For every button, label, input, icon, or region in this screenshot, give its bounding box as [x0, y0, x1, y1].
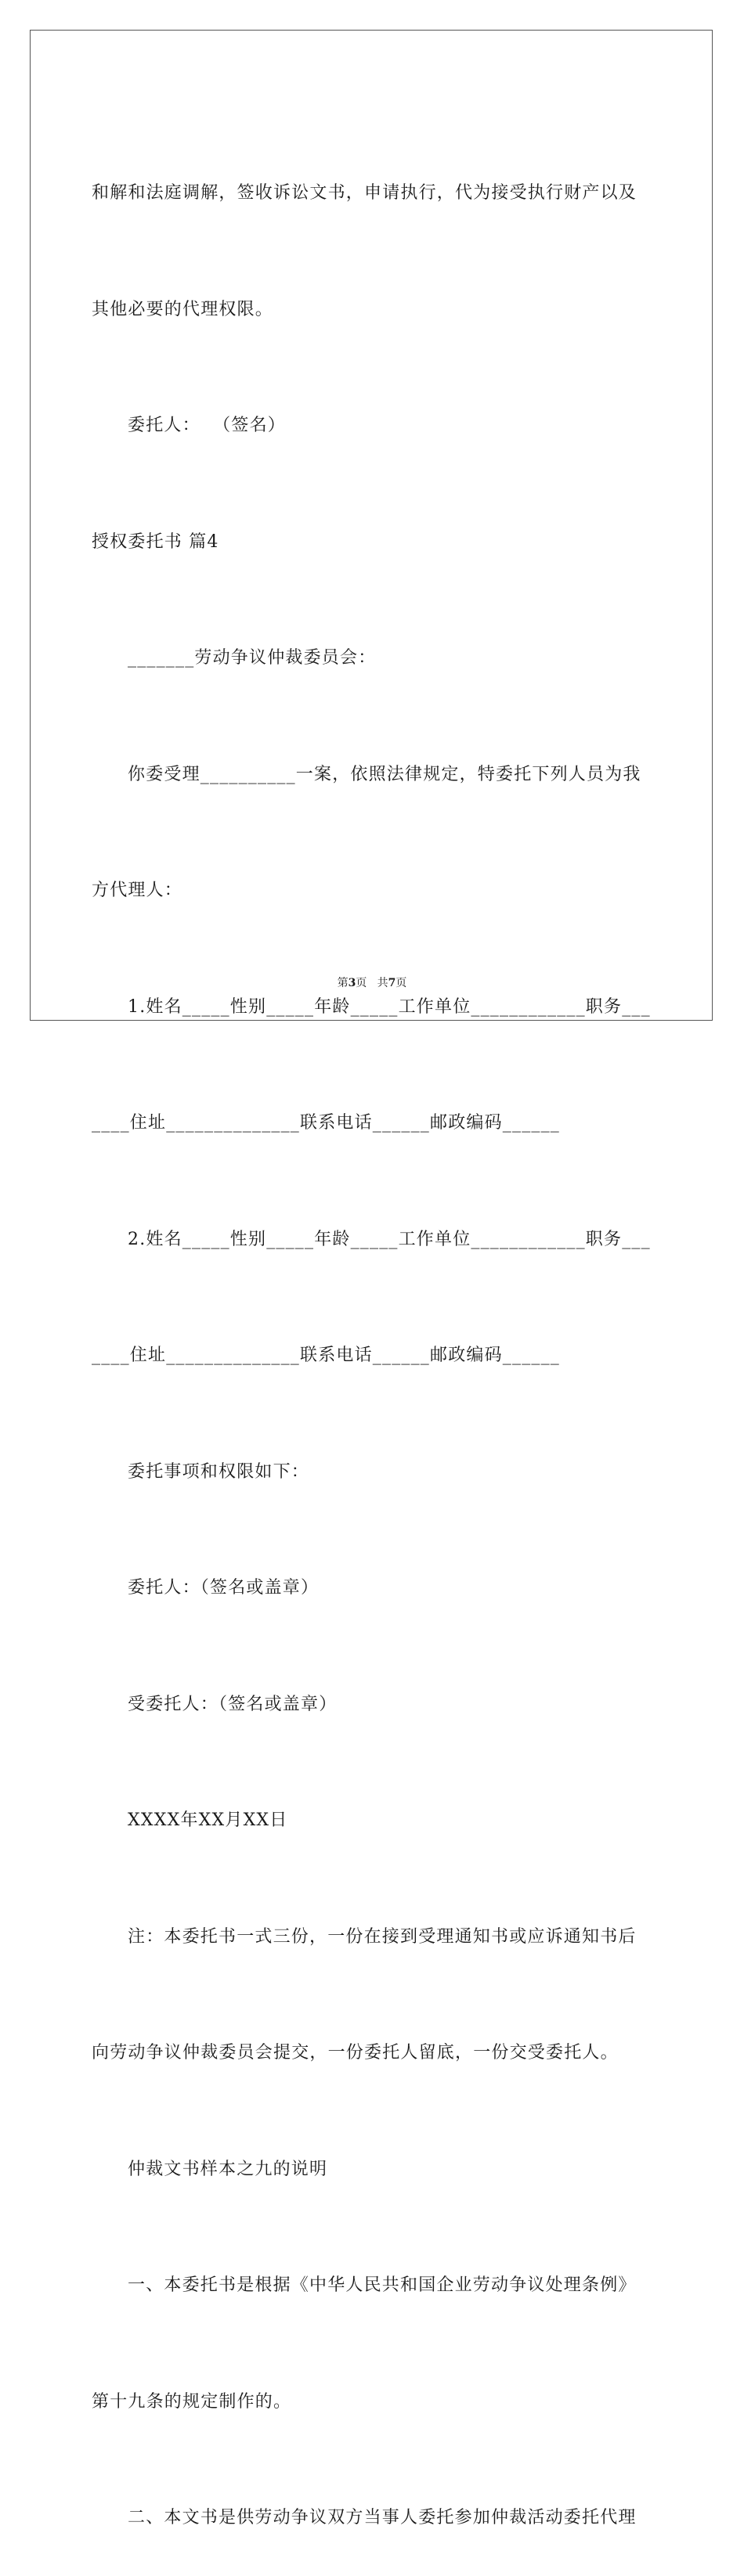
footer-prefix: 第 — [337, 977, 349, 989]
text-line: 注：本委托书一式三份，一份在接到受理通知书或应诉通知书后 — [128, 1926, 637, 1947]
text-line: 二、本文书是供劳动争议双方当事人委托参加仲裁活动委托代理 — [128, 2508, 637, 2527]
current-page-number: 3 — [348, 977, 356, 989]
text-line: 委托人： （签名） — [128, 416, 286, 435]
date-line: XXXX年XX月XX日 — [128, 1810, 288, 1830]
text-line: 其他必要的代理权限。 — [92, 299, 274, 319]
text-line: 委托人：（签名或盖章） — [128, 1578, 320, 1598]
footer-middle: 页 共 — [356, 977, 388, 989]
text-line: 和解和法庭调解，签收诉讼文书，申请执行，代为接受执行财产以及 — [92, 183, 637, 203]
text-line: 第十九条的规定制作的。 — [92, 2391, 292, 2412]
text-line: 1.姓名_____性别_____年龄_____工作单位____________职务___ — [128, 996, 651, 1017]
text-line: 受委托人：（签名或盖章） — [128, 1694, 338, 1714]
page-footer — [0, 975, 744, 990]
section-heading: 授权委托书 篇4 — [92, 531, 219, 552]
text-line: 2.姓名_____性别_____年龄_____工作单位____________职务___ — [128, 1229, 651, 1249]
footer-suffix: 页 — [395, 977, 407, 989]
text-line: 仲裁文书样本之九的说明 — [128, 2159, 328, 2179]
text-line: 向劳动争议仲裁委员会提交，一份委托人留底，一份交受委托人。 — [92, 2043, 619, 2063]
document-body — [92, 96, 656, 2576]
text-line: 你委受理__________一案，依照法律规定，特委托下列人员为我 — [128, 764, 641, 784]
text-line: ____住址______________联系电话______邮政编码______ — [92, 1113, 561, 1133]
text-line: ____住址______________联系电话______邮政编码______ — [92, 1346, 561, 1365]
text-line: 方代理人： — [92, 881, 183, 900]
text-line: 委托事项和权限如下： — [128, 1461, 310, 1482]
total-page-number: 7 — [388, 977, 396, 989]
text-line: 一、本委托书是根据《中华人民共和国企业劳动争议处理条例》 — [128, 2275, 637, 2295]
text-line: _______劳动争议仲裁委员会： — [128, 648, 377, 668]
